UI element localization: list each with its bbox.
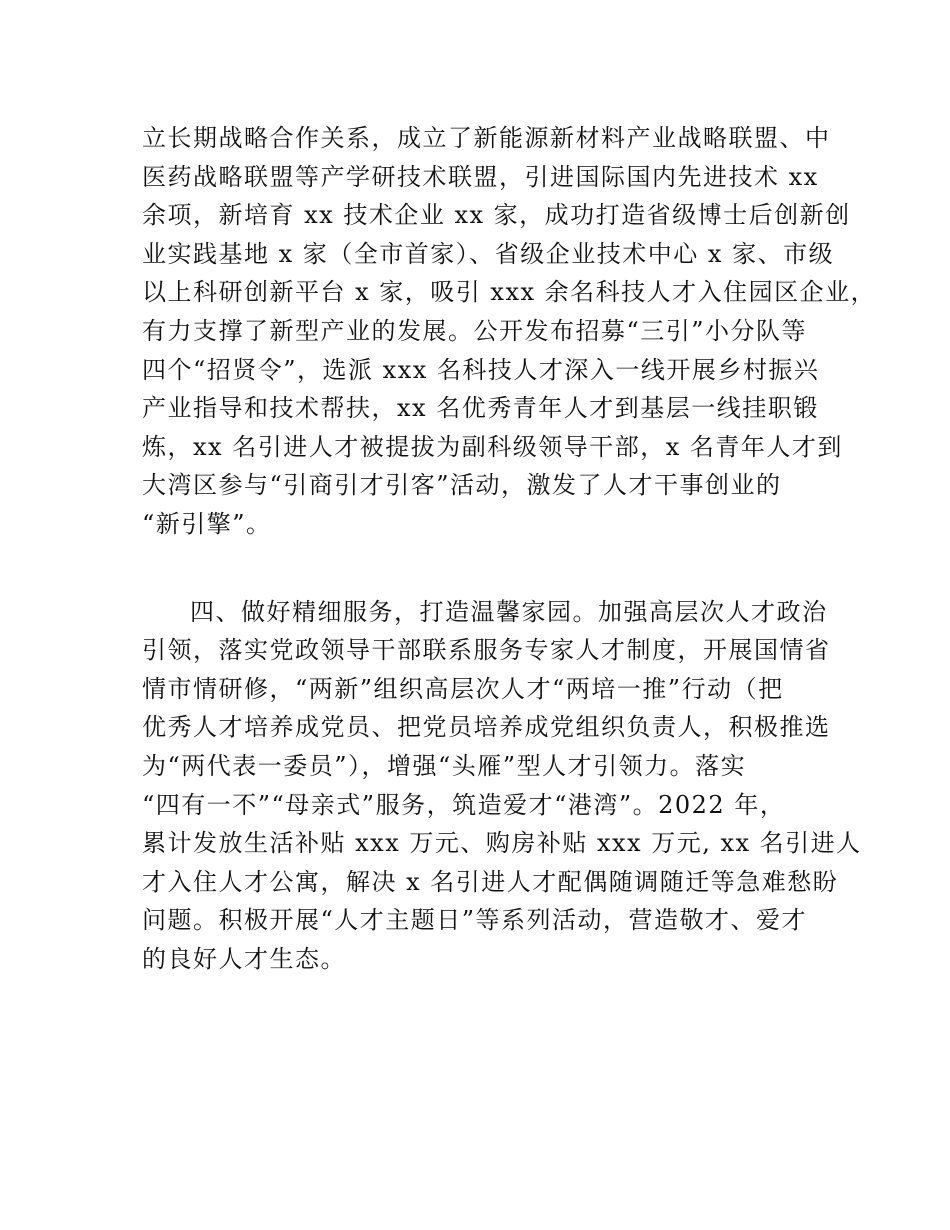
paragraph-1-line: 炼，xx 名引进人才被提拔为副科级领导干部，x 名青年人才到 xyxy=(142,432,843,461)
paragraph-2-line: 为“两代表一委员”），增强“头雁”型人才引领力。落实 xyxy=(142,751,747,780)
paragraph-2-line: 才入住人才公寓，解决 x 名引进人才配偶随调随迁等急难愁盼 xyxy=(142,867,839,896)
paragraph-2-line: 问题。积极开展“人才主题日”等系列活动，营造敬才、爱才 xyxy=(142,906,808,935)
paragraph-2-line: 引领，落实党政领导干部联系服务专家人才制度，开展国情省 xyxy=(142,636,831,665)
paragraph-1-line: 业实践基地 x 家（全市首家）、省级企业技术中心 x 家、市级 xyxy=(142,239,835,268)
paragraph-1-line: 四个“招贤令”，选派 xxx 名科技人才深入一线开展乡村振兴 xyxy=(142,355,820,384)
paragraph-2-line: 情市情研修，“两新”组织高层次人才“两培一推”行动（把 xyxy=(142,674,784,703)
paragraph-1-line: “新引擎”。 xyxy=(142,509,272,538)
paragraph-1-line: 大湾区参与“引商引才引客”活动，激发了人才干事创业的 xyxy=(142,471,782,500)
paragraph-1-line: 立长期战略合作关系，成立了新能源新材料产业战略联盟、中 xyxy=(142,124,831,152)
paragraph-2 xyxy=(142,593,862,979)
paragraph-1-line: 医药战略联盟等产学研技术联盟，引进国际国内先进技术 xx xyxy=(142,162,819,191)
paragraph-1-line: 以上科研创新平台 x 家，吸引 xxx 余名科技人才入住园区企业， xyxy=(142,278,877,307)
paragraph-2-line: “四有一不”“母亲式”服务，筑造爱才“港湾”。2022 年， xyxy=(142,790,786,819)
paragraph-1-line: 产业指导和技术帮扶，xx 名优秀青年人才到基层一线挂职锻 xyxy=(142,394,819,423)
paragraph-1-line: 余项，新培育 xx 技术企业 xx 家，成功打造省级博士后创新创 xyxy=(142,201,851,230)
paragraph-2-line: 四、做好精细服务，打造温馨家园。加强高层次人才政治 xyxy=(190,597,828,626)
paragraph-spacer xyxy=(142,544,822,593)
paragraph-2-line: 优秀人才培养成党员、把党员培养成党组织负责人，积极推选 xyxy=(142,713,831,742)
paragraph-2-line: 累计发放生活补贴 xxx 万元、购房补贴 xxx 万元, xx 名引进人 xyxy=(142,829,862,858)
paragraph-2-line: 的良好人才生态。 xyxy=(142,944,346,973)
paragraph-1-line: 有力支撑了新型产业的发展。公开发布招募“三引”小分队等 xyxy=(142,316,808,345)
document-body xyxy=(142,119,877,978)
paragraph-1 xyxy=(142,119,877,544)
